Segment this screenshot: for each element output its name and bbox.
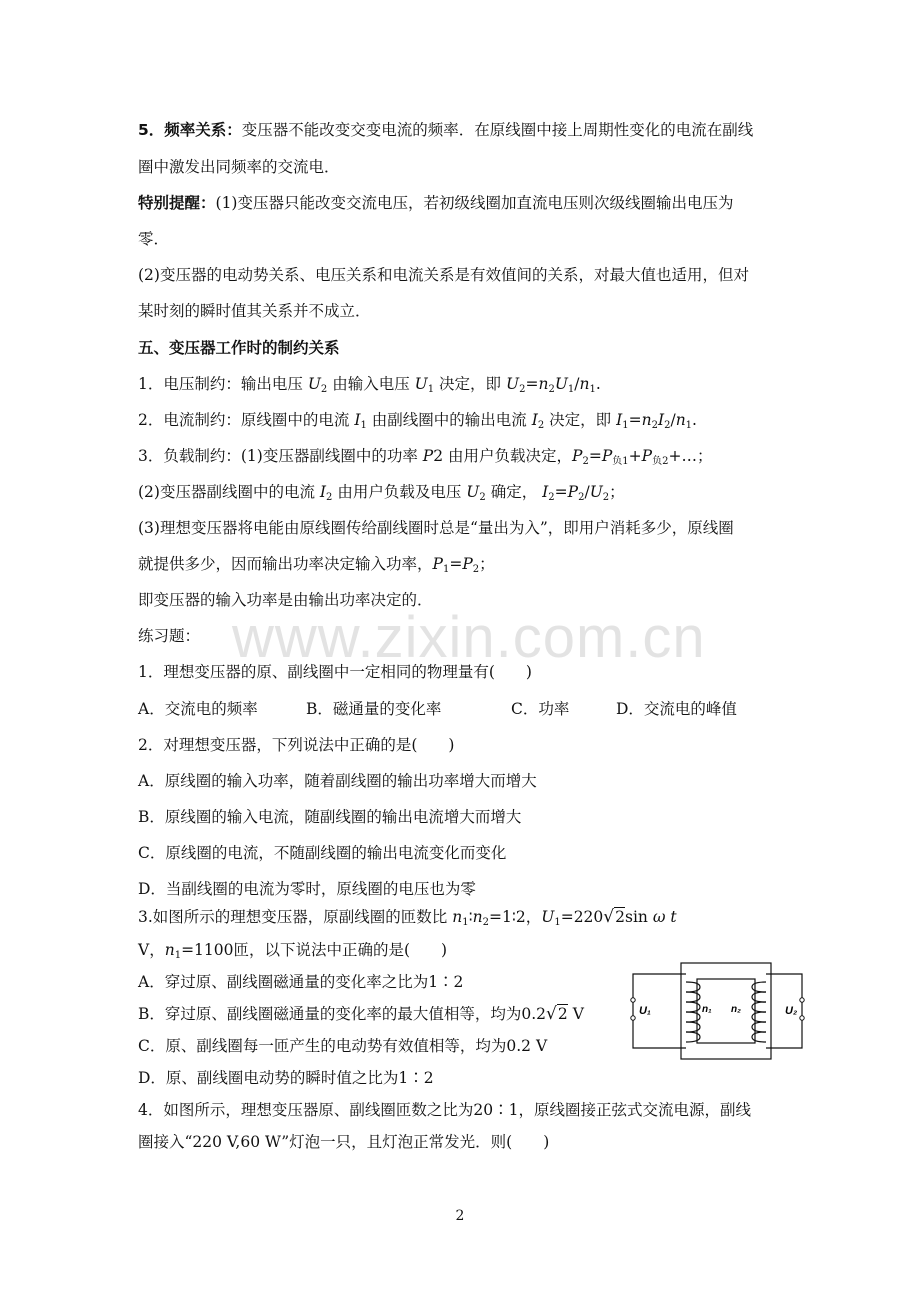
q2-option-d: D．当副线圈的电流为零时，原线圈的电压也为零 [138,880,476,898]
q2-option-a: A．原线圈的输入功率，随着副线圈的输出功率增大而增大 [138,772,537,790]
q1-option-a: A．交流电的频率 [138,700,258,718]
page-number: 2 [455,1208,465,1224]
frequency-text: 变压器不能改变交变电流的频率．在原线圈中接上周期性变化的电流在副线 [241,121,754,139]
label-n1: n₁ [702,1004,712,1015]
question-2: 2．对理想变压器，下列说法中正确的是( ) [138,736,455,754]
terminal-top-right [800,998,804,1002]
tip-2: (2)变压器的电动势关系、电压关系和电流关系是有效值间的关系，对最大值也适用，但对 [138,266,749,284]
label-u1: U₁ [639,1005,651,1017]
constraint-3-3-cont: 就提供多少，因而输出功率决定输入功率，$P_1=P_2$； [138,555,495,575]
question-4-cont: 圈接入“220 V,60 W”灯泡一只，且灯泡正常发光．则( ) [138,1133,550,1151]
constraint-3-2: (2)变压器副线圈中的电流 $I_2$ 由用户负载及电压 $U_2$ 确定， $I_2=P_2/U_2$； [138,483,625,503]
terminal-bottom-right [800,1016,804,1020]
frequency-text-cont: 圈中激发出同频率的交流电． [138,158,340,176]
label-u2: U₂ [785,1005,798,1017]
constraint-3-3: (3)理想变压器将电能由原线圈传给副线圈时总是“量出为入”，即用户消耗多少，原线圈 [138,519,734,537]
primary-coil [686,982,700,1042]
constraint-1: 1．电压制约：输出电压 $U_2$ 由输入电压 $U_1$ 决定，即 $U_2=n_2U_1/n_1$. [138,375,601,395]
q1-option-c: C．功率 [511,700,570,718]
tip-1: (1)变压器只能改变交流电压，若初级线圈加直流电压则次级线圈输出电压为 [215,194,734,212]
terminal-top-left [631,998,635,1002]
exercise-title: 练习题： [138,627,201,645]
terminal-bottom-left [631,1016,635,1020]
q3-option-a: A．穿过原、副线圈磁通量的变化率之比为1∶2 [138,973,464,991]
tip-2-cont: 某时刻的瞬时值其关系并不成立． [138,302,371,320]
question-1: 1．理想变压器的原、副线圈中一定相同的物理量有( ) [138,663,532,681]
section-frequency [138,118,795,142]
secondary-coil [752,982,766,1042]
q2-option-b: B．原线圈的输入电流，随副线圈的输出电流增大而增大 [138,808,522,826]
q3-option-d: D．原、副线圈电动势的瞬时值之比为1∶2 [138,1069,434,1087]
q1-option-d: D．交流电的峰值 [616,700,737,718]
constraint-2: 2．电流制约：原线圈中的电流 $I_1$ 由副线圈中的输出电流 $I_2$ 决定，即 $I_1=n_2I_2/n_1$. [138,411,697,431]
q1-option-b: B．磁通量的变化率 [306,700,442,718]
question-1-options [138,697,795,721]
constraint-3: 3．负载制约：(1)变压器副线圈中的功率 P2 由用户负载决定，$P_2=P_{负1}+P_{负2}+\dots$； [138,447,713,467]
question-3: 3.如图所示的理想变压器，原副线圈的匝数比 $n_1∶n_2=1∶2$，$U_1=220√2\sin$ ω t [138,907,677,928]
question-3-cont: V，$n_1=1100$匝，以下说法中正确的是( ) [138,941,448,961]
tip-line [138,191,795,215]
frequency-label: 5．频率关系： [138,121,242,139]
q3-option-c: C．原、副线圈每一匝产生的电动势有效值相等，均为0.2 V [138,1037,548,1055]
tip-1-cont: 零． [138,230,170,248]
transformer-figure [628,960,806,1062]
q2-option-c: C．原线圈的电流，不随副线圈的输出电流变化而变化 [138,844,507,862]
question-4: 4．如图所示，理想变压器原、副线圈匝数之比为20∶1，原线圈接正弦式交流电源，副线 [138,1101,751,1119]
tip-label: 特别提醒： [138,194,216,212]
constraint-summary: 即变压器的输入功率是由输出功率决定的． [138,591,433,609]
section-title-constraints: 五、变压器工作时的制约关系 [138,339,340,357]
watermark: www.zixin.com.cn [232,605,706,670]
label-n2: n₂ [731,1004,741,1015]
q3-option-b: B．穿过原、副线圈磁通量的变化率的最大值相等，均为0.2√2 V [138,1004,584,1024]
